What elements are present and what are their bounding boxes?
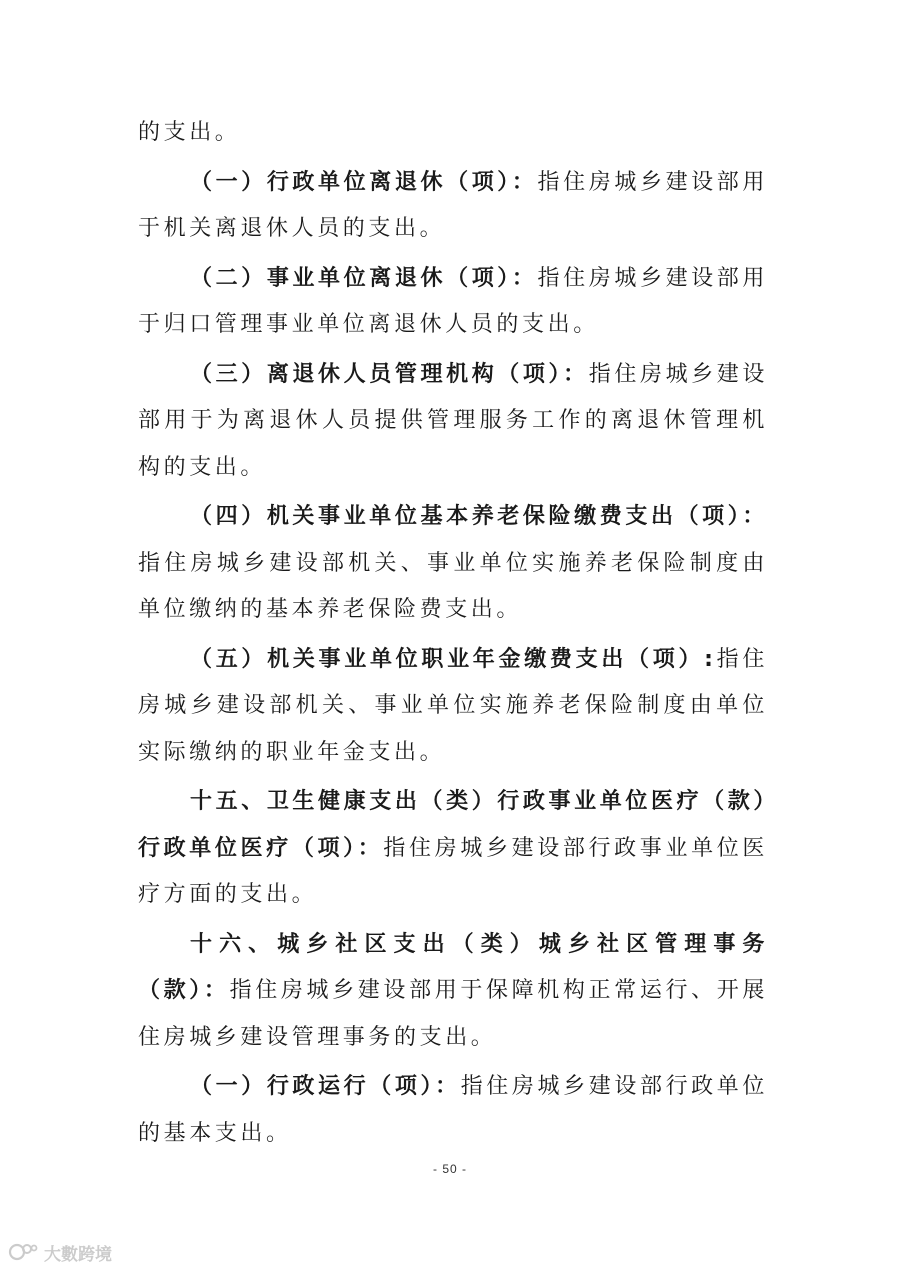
paragraph [138,494,768,634]
paragraph [138,779,768,919]
paragraph [138,160,768,253]
circle-logo-icon [8,1242,38,1262]
paragraph-text: 指住房城乡建设部行政单位的基本支出。 [138,1074,768,1146]
paragraph-heading: （一）行政运行（项）： [190,1074,461,1099]
paragraph-heading: （二）事业单位离退休（项）： [190,265,538,291]
paragraph [138,1064,768,1157]
paragraph-text: 指住房城乡建设部用于归口管理事业单位离退休人员的支出。 [138,265,769,337]
paragraph-heading: （三）离退休人员管理机构（项）： [190,361,589,387]
watermark [8,1240,112,1264]
paragraph-text: 指住房城乡建设部用于机关离退休人员的支出。 [138,169,769,241]
paragraph-text: 指住房城乡建设部行政事业单位医疗方面的支出。 [138,835,768,907]
paragraph [138,256,768,349]
paragraph-text: 指住房城乡建设部用于保障机构正常运行、开展住房城乡建设管理事务的支出。 [138,978,768,1050]
paragraph-text: 的支出。 [138,120,241,145]
paragraph-heading: （四）机关事业单位基本养老保险缴费支出（项）： [190,504,768,529]
paragraph [138,352,768,492]
paragraph-text: 指住房城乡建设部用于为离退休人员提供管理服务工作的离退休管理机构的支出。 [138,361,769,480]
paragraph-heading: 十六、城乡社区支出（类）城乡社区管理事务（款）： [138,931,768,1003]
page-number: - 50 - [432,1162,467,1176]
paragraph-text: 指住房城乡建设部机关、事业单位实施养老保险制度由单位实际缴纳的职业年金支出。 [138,646,768,765]
paragraph-heading: （一）行政单位离退休（项）： [190,169,538,195]
paragraph [138,110,768,157]
paragraph-text: 指住房城乡建设部机关、事业单位实施养老保险制度由单位缴纳的基本养老保险费支出。 [138,550,768,622]
watermark-text: 大數跨境 [44,1244,112,1265]
paragraph [138,922,768,1062]
paragraph-heading: 十五、卫生健康支出（类）行政事业单位医疗（款）行政单位医疗（项）： [138,789,768,861]
paragraph [138,637,768,777]
paragraph-heading: （五）机关事业单位职业年金缴费支出（项）: [190,646,717,672]
document-body [138,110,768,1160]
